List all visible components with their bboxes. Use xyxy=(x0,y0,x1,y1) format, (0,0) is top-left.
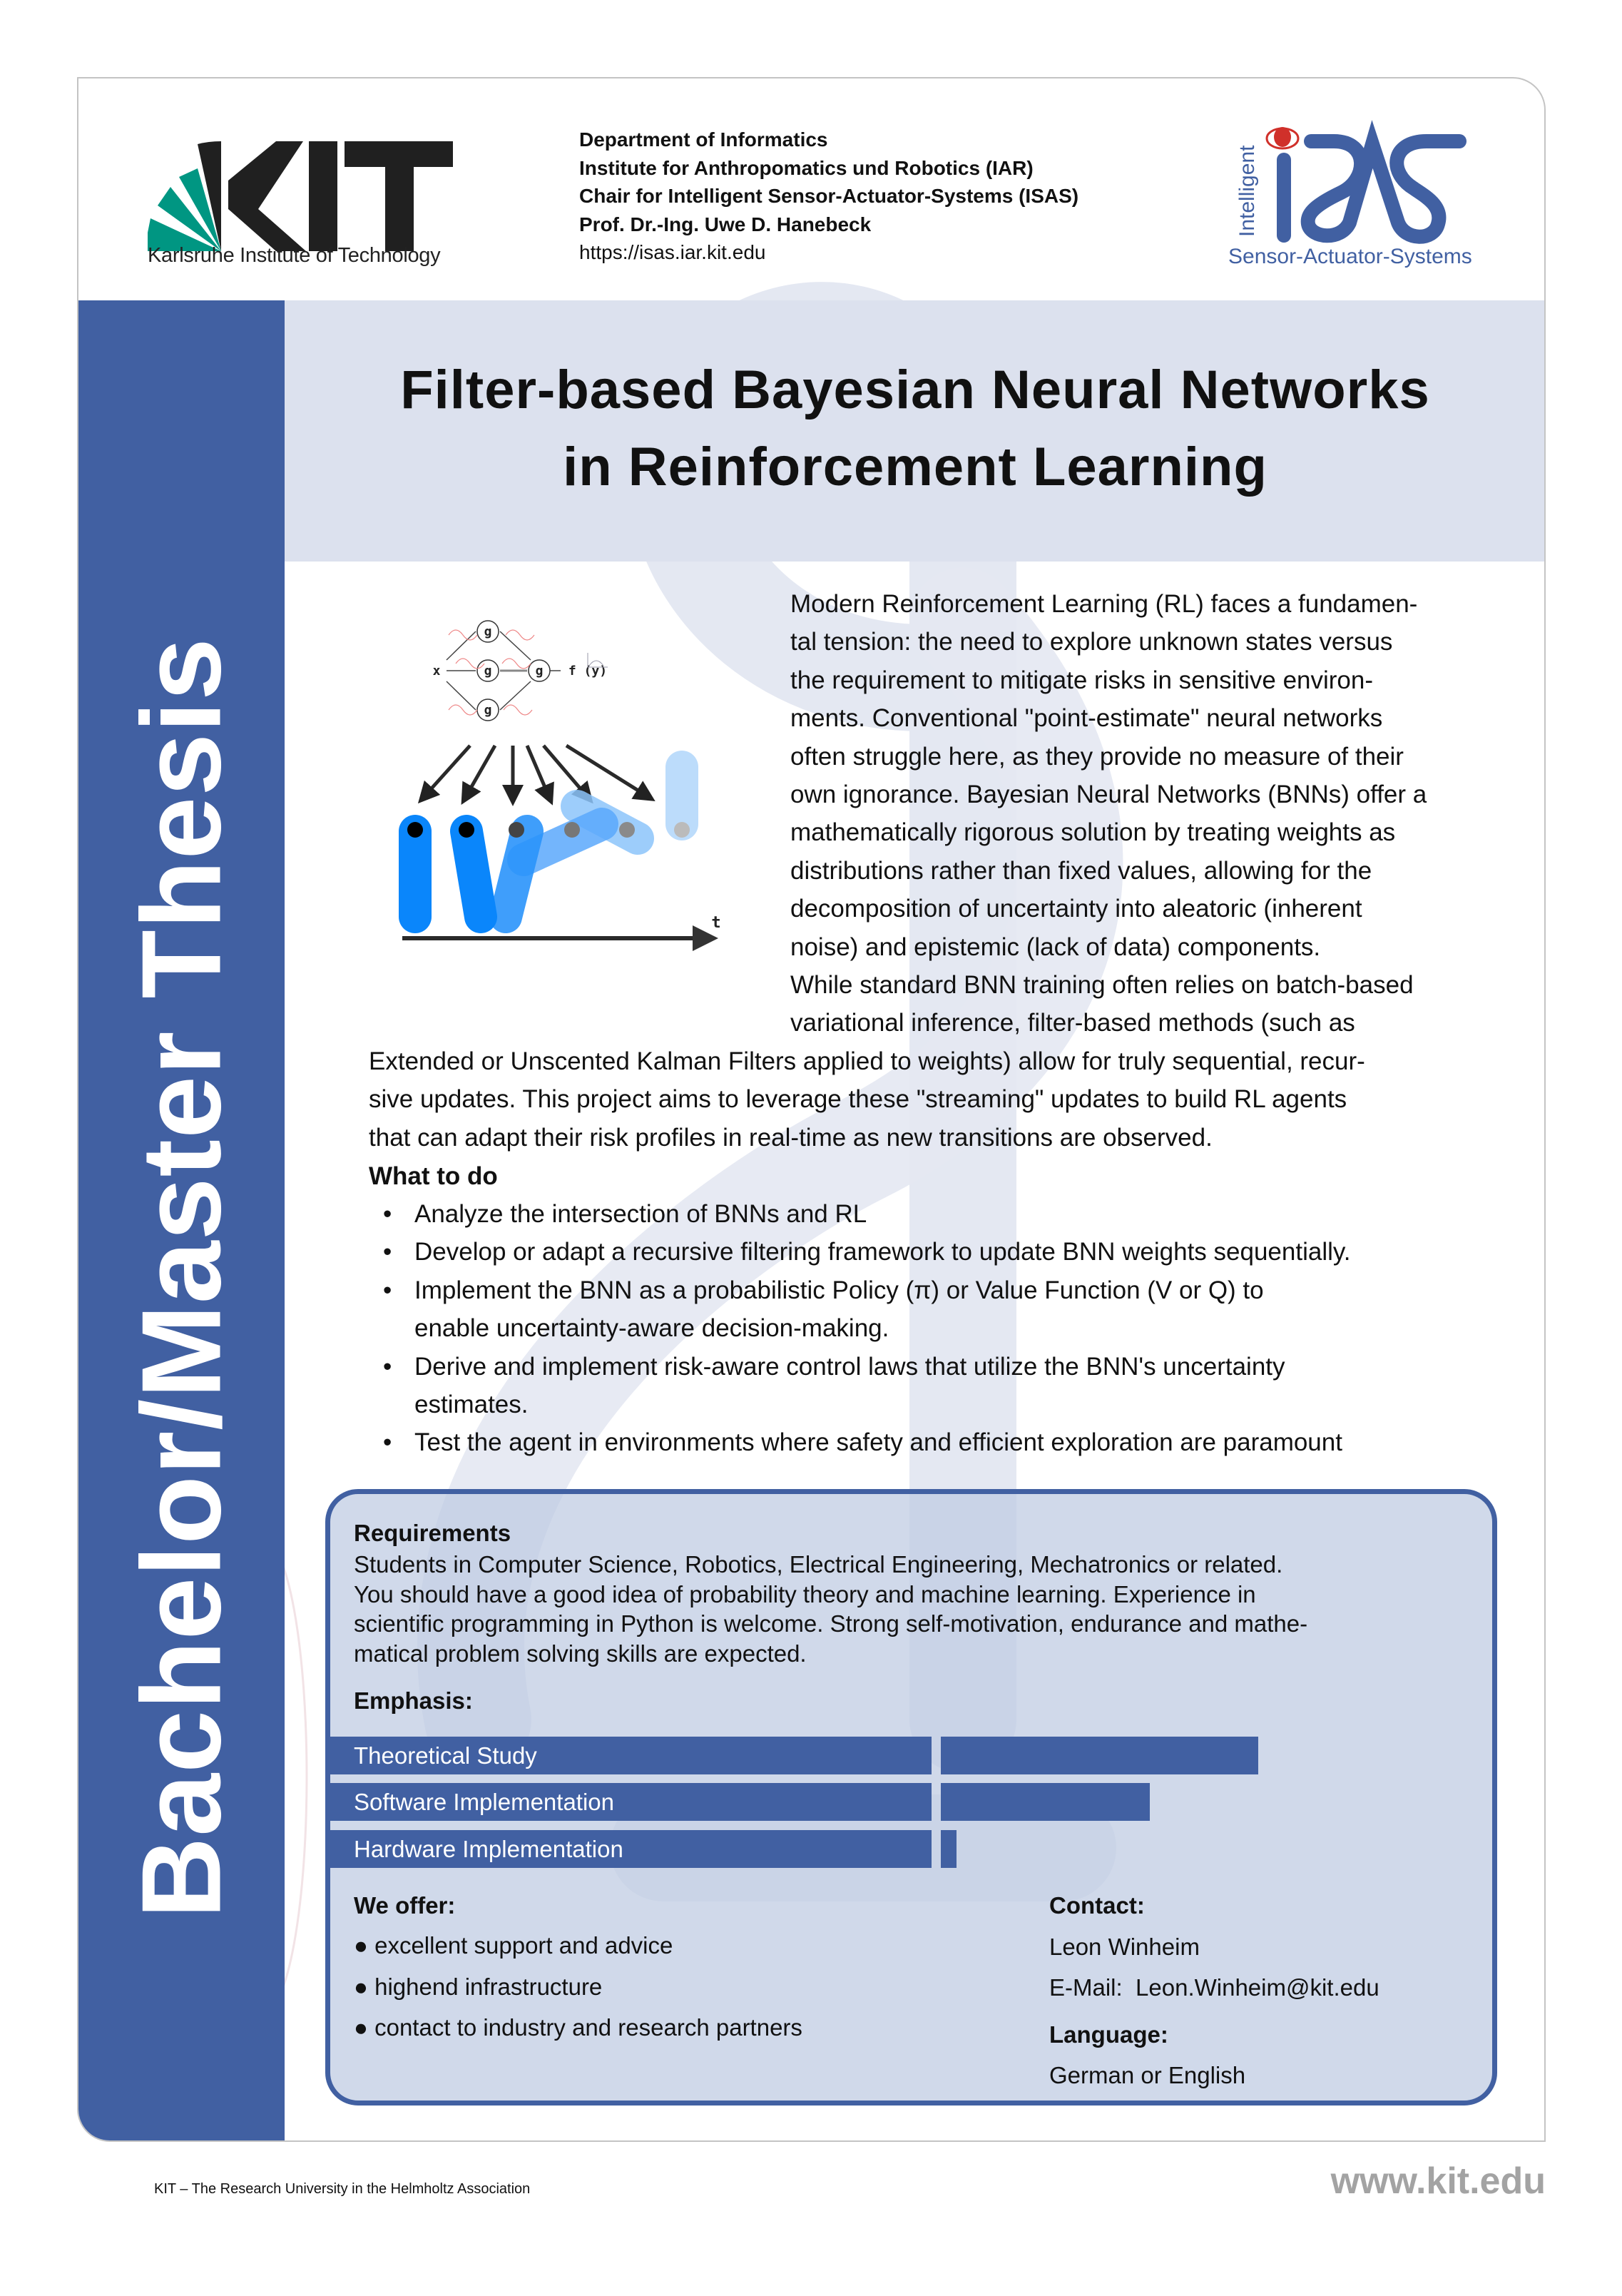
list-item: ● highend infrastructure xyxy=(354,1973,603,2000)
intro-paragraph-continued: Extended or Unscented Kalman Filters applied to weights) allow for truly sequential, recur- sive updates. This project aims to leverage these "streaming" updates to build RL agents that can adapt their risk profiles in real-time as new transitions are observed. xyxy=(369,1047,1365,1152)
isas-caption: Sensor-Actuator-Systems xyxy=(1228,245,1472,268)
contact-name: Leon Winheim xyxy=(1049,1934,1200,1960)
emphasis-bar-label: Software Implementation xyxy=(330,1783,932,1821)
page-title xyxy=(285,352,1546,506)
language-value: German or English xyxy=(1049,2062,1246,2088)
diagram-input-label: x xyxy=(432,664,441,679)
emphasis-bar-value xyxy=(941,1783,1150,1821)
affiliation-block xyxy=(579,126,1078,267)
svg-text:Intelligent: Intelligent xyxy=(1235,145,1259,237)
diagram-output-label: f (y) xyxy=(568,664,608,679)
institute-url-link[interactable]: https://isas.iar.kit.edu xyxy=(579,241,766,263)
emphasis-bar-value xyxy=(941,1737,1258,1774)
sidebar-band xyxy=(78,300,285,2142)
footer-tagline: KIT – The Research University in the Helmholtz Association xyxy=(154,2181,531,2197)
chair-name: Chair for Intelligent Sensor-Actuator-Systems (ISAS) xyxy=(579,185,1079,207)
poster-card xyxy=(77,77,1546,2142)
offer-heading: We offer: xyxy=(354,1892,456,1919)
emphasis-heading: Emphasis: xyxy=(354,1687,473,1714)
department-name: Department of Informatics xyxy=(579,128,828,151)
professor-name: Prof. Dr.-Ing. Uwe D. Hanebeck xyxy=(579,213,872,235)
list-item: • Analyze the intersection of BNNs and RL xyxy=(369,1195,1351,1233)
email-label: E-Mail: xyxy=(1049,1974,1123,2001)
diagram-axis-label: t xyxy=(711,914,721,932)
todo-heading: What to do xyxy=(369,1162,498,1190)
contact-email-row xyxy=(1049,1974,1379,2001)
institute-name: Institute for Anthropomatics und Robotics (IAR) xyxy=(579,156,1034,179)
contact-heading: Contact: xyxy=(1049,1892,1145,1919)
requirements-box xyxy=(325,1489,1497,2105)
emphasis-bar-label: Hardware Implementation xyxy=(330,1830,932,1868)
list-item: ● contact to industry and research partners xyxy=(354,2014,802,2041)
svg-text:g: g xyxy=(535,664,544,679)
title-line-1: Filter-based Bayesian Neural Networks xyxy=(400,360,1430,420)
list-item: • Test the agent in environments where safety and efficient exploration are paramount xyxy=(369,1423,1351,1461)
todo-list xyxy=(369,1195,1351,1462)
kit-caption: Karlsruhe Institute of Technology xyxy=(148,244,441,267)
emphasis-bar-label: Theoretical Study xyxy=(330,1737,932,1774)
requirements-heading: Requirements xyxy=(354,1520,511,1546)
list-item: • Develop or adapt a recursive filtering framework to update BNN weights sequentially. xyxy=(369,1233,1351,1271)
language-heading: Language: xyxy=(1049,2021,1168,2048)
intro-paragraph: Modern Reinforcement Learning (RL) faces a fundamen- tal tension: the need to explore unknown states versus the requirement to mitigate risks in sensitive environ- ments. Conventional "point-estimate" neural networks often struggle here, as they provide no measure of their own ignorance. Bayesian Neural Networks (BNNs) offer a mathematically rigorous solution by treating weights as distributions rather than fixed values, allowing for the decomposition of uncertainty into aleatoric (inherent noise) and epistemic (lack of data) components. While standard BNN training often relies on batch-based variational inference, filter-based methods (such as xyxy=(790,590,1427,1037)
offer-list xyxy=(354,1925,802,2048)
title-line-2: in Reinforcement Learning xyxy=(563,437,1267,497)
requirements-text: Students in Computer Science, Robotics, Electrical Engineering, Mechatronics or related. You should have a good idea of probability theory and machine learning. Experience in scientific programming in Python is welcome. Strong self-motivation, endurance and mathe- matical problem solving skills are expected. xyxy=(354,1551,1308,1667)
title-band xyxy=(285,300,1546,562)
footer-website-link[interactable]: www.kit.edu xyxy=(1330,2160,1546,2202)
diagram-node-label: g xyxy=(484,624,492,639)
svg-text:g: g xyxy=(484,664,492,679)
svg-text:g: g xyxy=(484,703,492,718)
list-item: • Implement the BNN as a probabilistic Policy (π) or Value Function (V or Q) to enable uncertainty-aware decision-making. xyxy=(369,1271,1351,1348)
list-item: • Derive and implement risk-aware control laws that utilize the BNN's uncertainty estimates. xyxy=(369,1348,1351,1424)
list-item: ● excellent support and advice xyxy=(354,1932,673,1959)
bnn-filter-diagram-icon xyxy=(381,603,728,953)
email-link[interactable]: Leon.Winheim@kit.edu xyxy=(1136,1974,1379,2001)
thesis-type-label: Bachelor/Master Thesis xyxy=(118,637,245,1919)
emphasis-bar-value xyxy=(941,1830,957,1868)
